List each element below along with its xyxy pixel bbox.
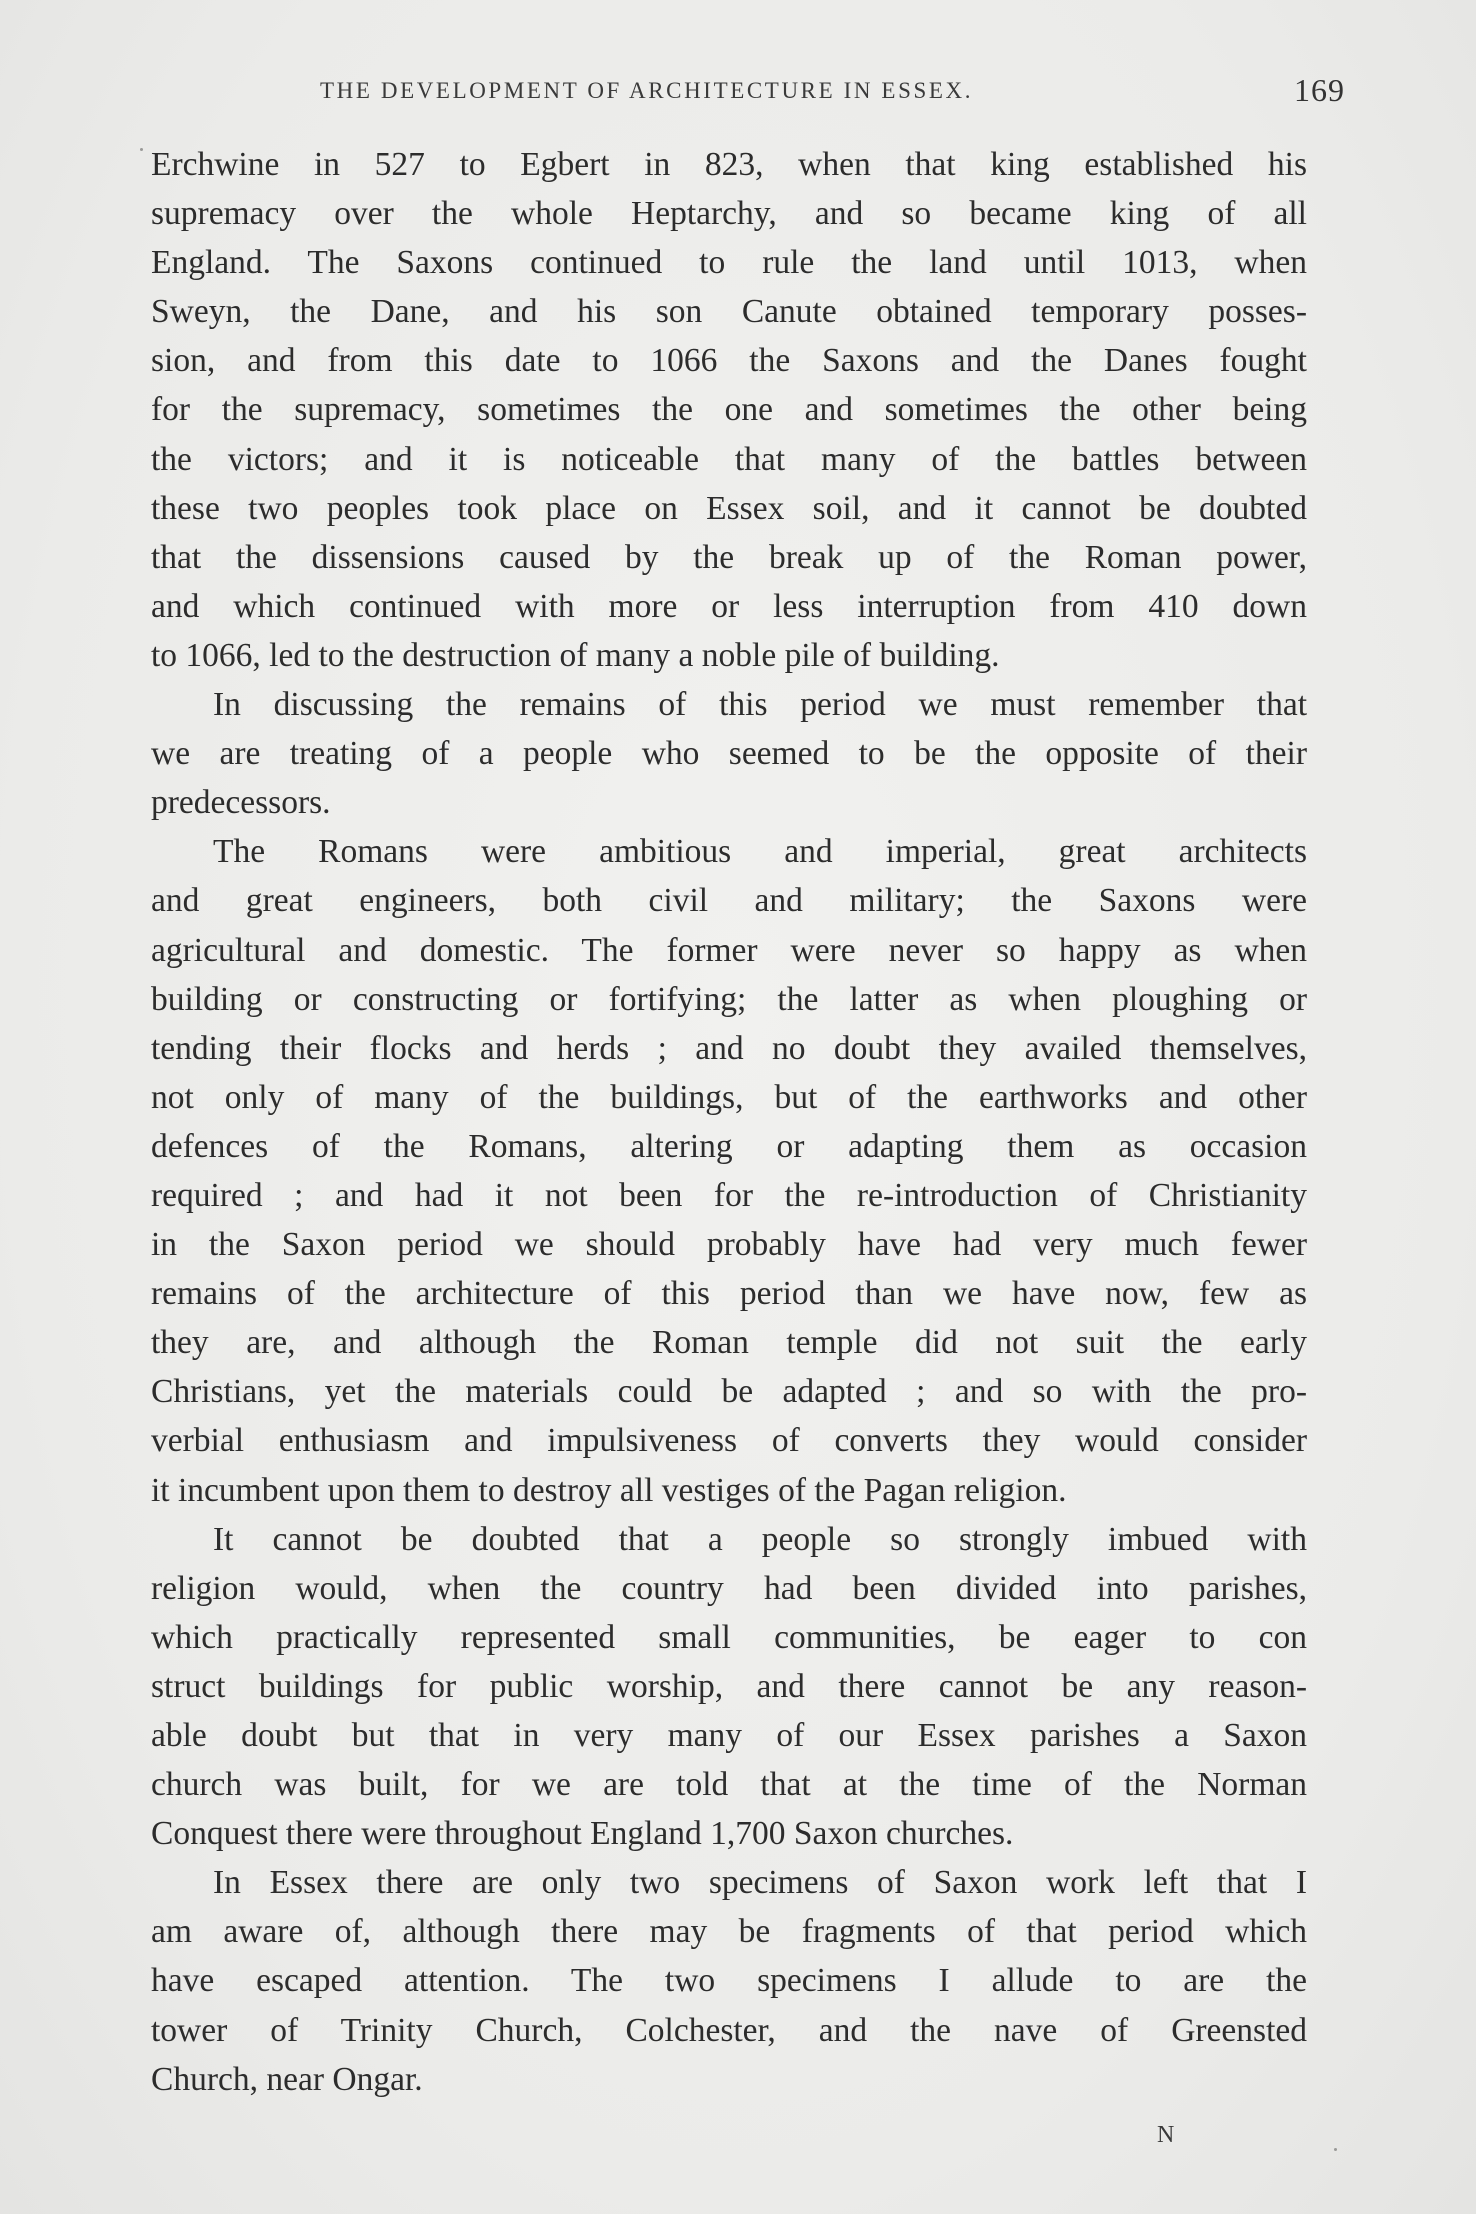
- running-title: THE DEVELOPMENT OF ARCHITECTURE IN ESSEX.: [320, 78, 974, 103]
- paragraph: [151, 1515, 1307, 1859]
- text-line: these two peoples took place on Essex soil, and it cannot be doubted: [151, 489, 1307, 527]
- page-number: 169: [1294, 72, 1345, 108]
- text-line: not only of many of the buildings, but of the earthworks and other: [151, 1078, 1307, 1116]
- text-line: they are, and although the Roman temple did not suit the early: [151, 1324, 1307, 1362]
- paper-speck: [1334, 2148, 1337, 2151]
- text-line: able doubt but that in very many of our Essex parishes a Saxon: [151, 1717, 1307, 1754]
- text-line: In discussing the remains of this period we must remember that: [213, 686, 1307, 724]
- paragraph: [151, 680, 1307, 827]
- text-line: Christians, yet the materials could be adapted ; and so with the pro-: [151, 1373, 1307, 1411]
- paragraph: [151, 140, 1307, 680]
- text-line: we are treating of a people who seemed to be the opposite of their: [151, 735, 1307, 773]
- text-line: religion would, when the country had been divided into parishes,: [151, 1569, 1307, 1607]
- text-line: for the supremacy, sometimes the one and sometimes the other being: [151, 391, 1307, 429]
- text-line: am aware of, although there may be fragments of that period which: [151, 1913, 1307, 1951]
- text-line: The Romans were ambitious and imperial, great architects: [213, 833, 1307, 871]
- text-line: tower of Trinity Church, Colchester, and the nave of Greensted: [151, 2011, 1307, 2049]
- text-line: have escaped attention. The two specimens I allude to are the: [151, 1962, 1307, 2000]
- text-line: supremacy over the whole Heptarchy, and so became king of all: [151, 195, 1307, 233]
- text-line: required ; and had it not been for the re-introduction of Christianity: [151, 1176, 1307, 1214]
- text-line: England. The Saxons continued to rule the land until 1013, when: [151, 244, 1307, 282]
- body-text: [151, 140, 1307, 2104]
- text-line: building or constructing or fortifying; the latter as when ploughing or: [151, 980, 1307, 1018]
- text-line: verbial enthusiasm and impulsiveness of converts they would consider: [151, 1422, 1307, 1460]
- text-line: struct buildings for public worship, and there cannot be any reason-: [151, 1667, 1307, 1705]
- text-line: and great engineers, both civil and military; the Saxons were: [151, 882, 1307, 920]
- text-line: that the dissensions caused by the break up of the Roman power,: [151, 538, 1307, 576]
- signature-mark: N: [1157, 2122, 1175, 2148]
- text-line: Sweyn, the Dane, and his son Canute obtained temporary posses-: [151, 293, 1307, 331]
- text-line: remains of the architecture of this period than we have now, few as: [151, 1275, 1307, 1313]
- text-line: agricultural and domestic. The former were never so happy as when: [151, 931, 1307, 969]
- text-line: defences of the Romans, altering or adapting them as occasion: [151, 1127, 1307, 1165]
- text-line: Church, near Ongar.: [151, 2060, 423, 2098]
- text-line: sion, and from this date to 1066 the Saxons and the Danes fought: [151, 342, 1307, 380]
- text-line: Conquest there were throughout England 1,700 Saxon churches.: [151, 1815, 1014, 1853]
- running-head: [150, 72, 1350, 112]
- paragraph: [151, 1858, 1307, 2103]
- text-line: Erchwine in 527 to Egbert in 823, when that king established his: [151, 146, 1307, 183]
- text-line: predecessors.: [151, 784, 331, 822]
- text-line: tending their flocks and herds ; and no doubt they availed themselves,: [151, 1029, 1307, 1067]
- text-line: It cannot be doubted that a people so strongly imbued with: [213, 1520, 1307, 1558]
- text-line: to 1066, led to the destruction of many a noble pile of building.: [151, 636, 1000, 674]
- text-line: In Essex there are only two specimens of Saxon work left that I: [213, 1864, 1307, 1902]
- text-line: it incumbent upon them to destroy all vestiges of the Pagan religion.: [151, 1471, 1067, 1509]
- paper-speck: [140, 148, 143, 151]
- text-line: church was built, for we are told that at the time of the Norman: [151, 1766, 1307, 1804]
- text-line: and which continued with more or less interruption from 410 down: [151, 587, 1307, 625]
- paragraph: [151, 827, 1307, 1514]
- text-line: the victors; and it is noticeable that many of the battles between: [151, 440, 1307, 478]
- text-line: in the Saxon period we should probably have had very much fewer: [151, 1226, 1307, 1264]
- text-line: which practically represented small communities, be eager to con: [151, 1618, 1307, 1656]
